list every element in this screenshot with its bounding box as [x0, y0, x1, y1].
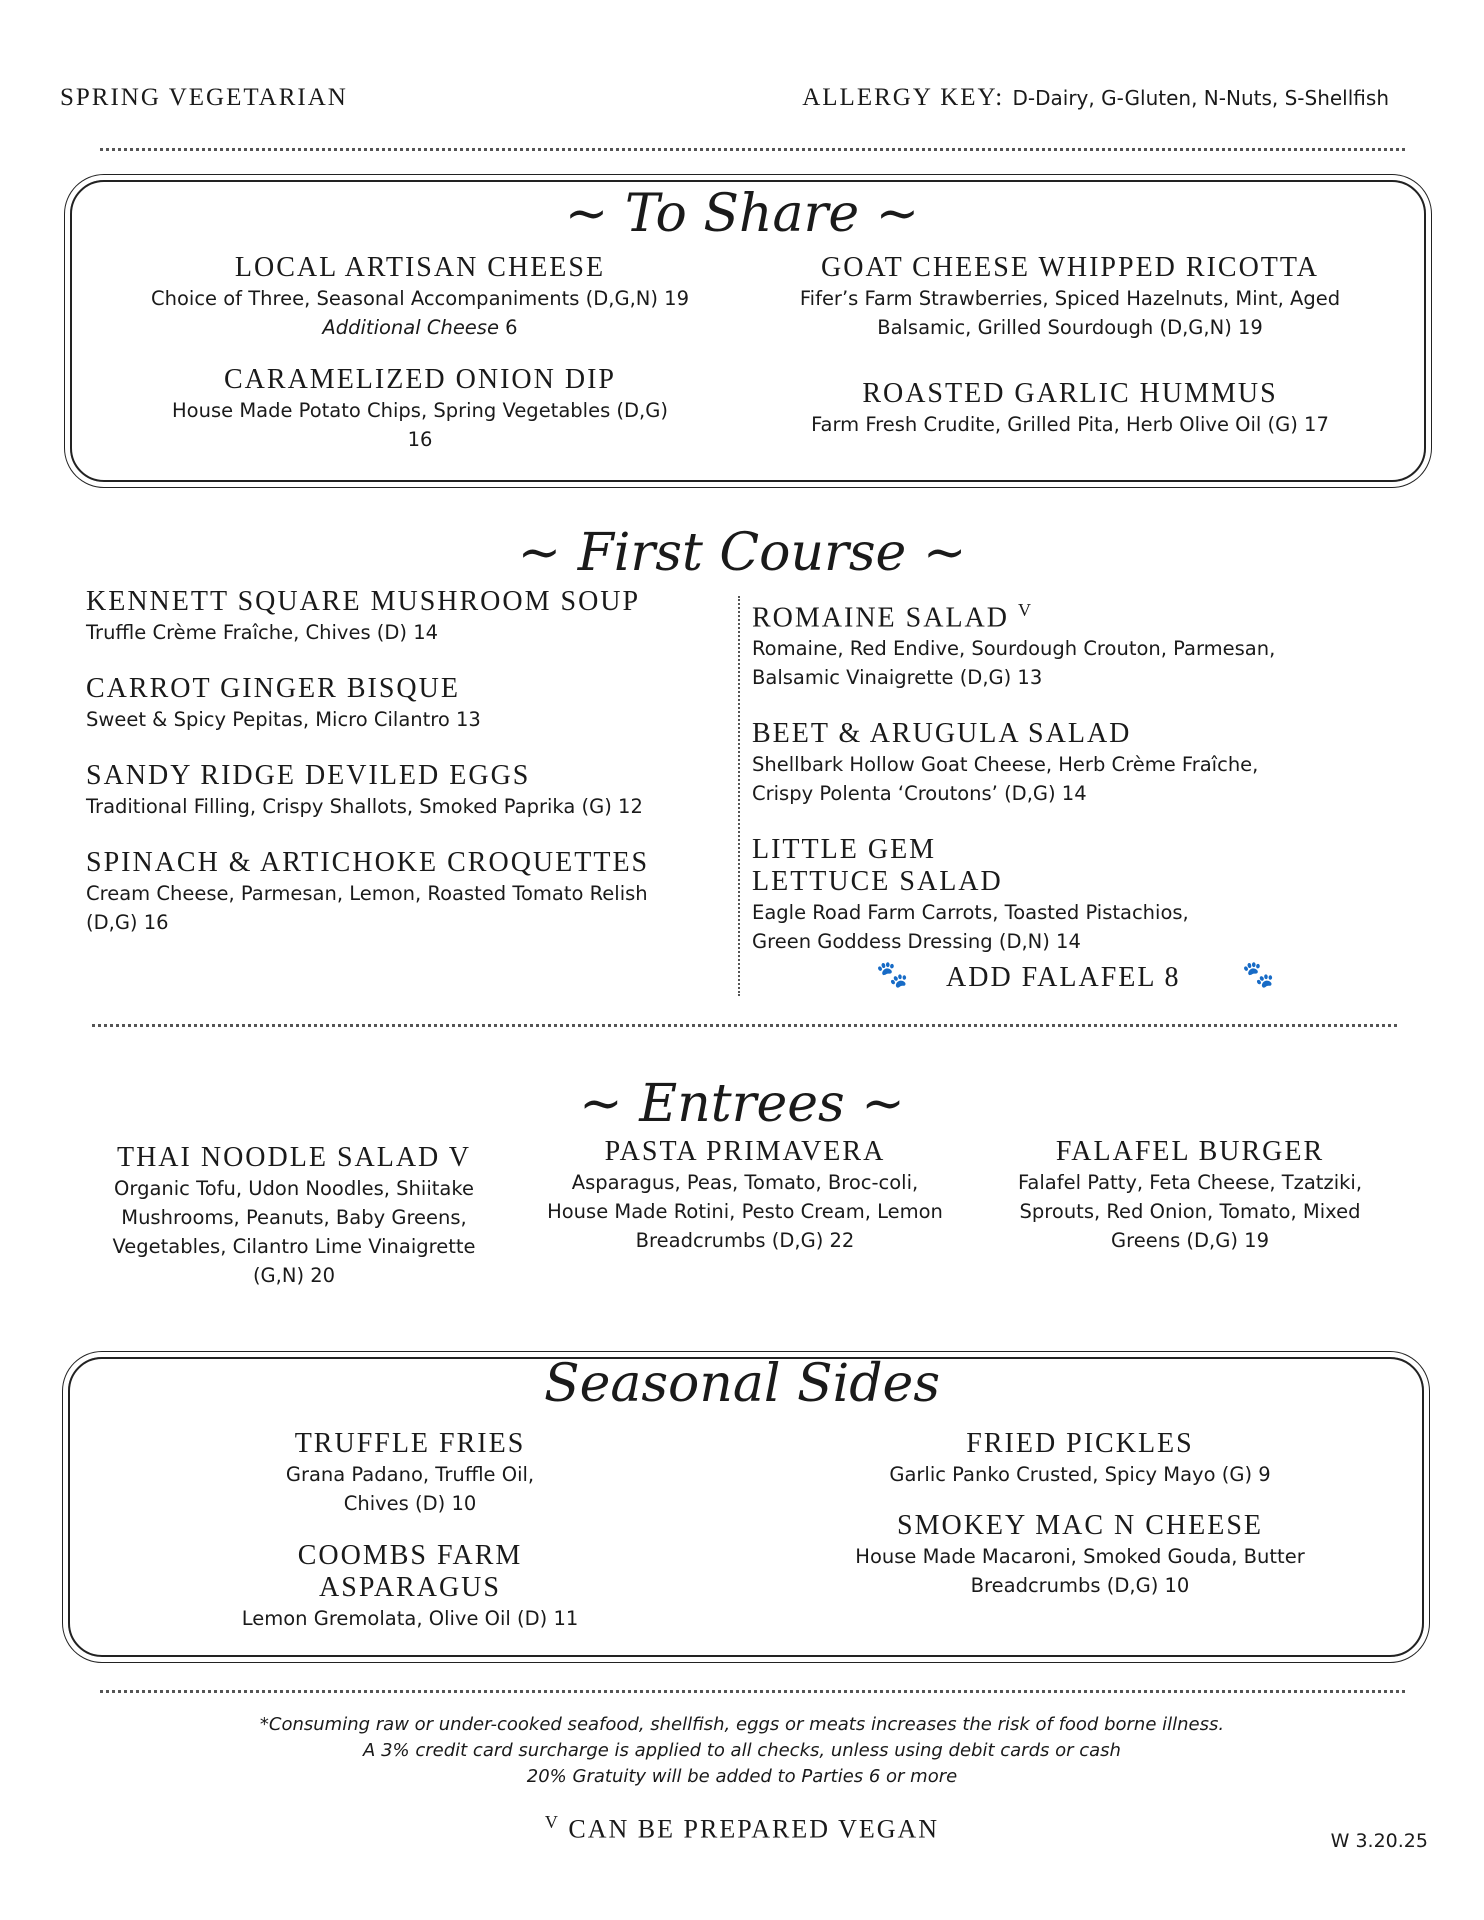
entree-item	[104, 1142, 484, 1290]
to-share-item	[120, 252, 720, 342]
divider-top	[100, 148, 1405, 151]
first-course-title: ~ First Course ~	[517, 523, 967, 583]
item-description: House Made Potato Chips, Spring Vegetables (D,G) 16	[172, 399, 668, 451]
to-share-item	[770, 378, 1370, 439]
food-safety-note: *Consuming raw or under-cooked seafood, shellfish, eggs or meats increases the risk of food borne illness.	[259, 1714, 1225, 1735]
item-description: Lemon Gremolata, Olive Oil (D) 11	[241, 1607, 579, 1630]
surcharge-note: A 3% credit card surcharge is applied to all checks, unless using debit cards or cash	[363, 1740, 1121, 1761]
side-item	[220, 1428, 600, 1518]
vegan-mark: V	[544, 1812, 560, 1832]
paw-icon: 🐾	[1242, 960, 1275, 990]
item-name-line1: COOMBS FARM	[297, 1540, 523, 1571]
footer-notes	[0, 1712, 1484, 1790]
allergy-key	[802, 84, 1389, 112]
item-description: Garlic Panko Crusted, Spicy Mayo (G) 9	[889, 1463, 1271, 1486]
to-share-title: ~ To Share ~	[564, 184, 920, 244]
item-description: Farm Fresh Crudite, Grilled Pita, Herb Olive Oil (G) 17	[811, 413, 1329, 436]
item-extra-price: 6	[505, 316, 518, 339]
item-name: FALAFEL BURGER	[1055, 1136, 1325, 1167]
item-description: Shellbark Hollow Goat Cheese, Herb Crème Fraîche, Crispy Polenta ‘Croutons’ (D,G) 14	[752, 753, 1259, 806]
item-name: TRUFFLE FRIES	[294, 1428, 526, 1459]
item-name: ROMAINE SALAD $^V$	[752, 600, 1033, 634]
vegan-note: CAN BE PREPARED VEGAN	[568, 1814, 940, 1844]
item-name: FRIED PICKLES	[966, 1428, 1194, 1459]
item-extra: Additional Cheese	[322, 316, 499, 339]
divider-bottom	[100, 1690, 1405, 1693]
item-description: Sweet & Spicy Pepitas, Micro Cilantro 13	[86, 708, 481, 731]
item-description: House Made Macaroni, Smoked Gouda, Butter Breadcrumbs (D,G) 10	[855, 1545, 1305, 1597]
entrees-title: ~ Entrees ~	[579, 1074, 905, 1134]
item-name: KENNETT SQUARE MUSHROOM SOUP	[86, 586, 641, 617]
version-code: W 3.20.25	[1330, 1830, 1428, 1852]
item-name: THAI NOODLE SALAD V	[116, 1142, 471, 1173]
menu-item	[86, 586, 706, 647]
side-item	[820, 1428, 1340, 1489]
item-name: LOCAL ARTISAN CHEESE	[234, 252, 606, 283]
column-divider	[738, 596, 740, 996]
item-name: SMOKEY MAC N CHEESE	[897, 1510, 1263, 1541]
menu-item	[86, 847, 706, 937]
item-name: SPINACH & ARTICHOKE CROQUETTES	[86, 847, 650, 878]
item-description: Traditional Filling, Crispy Shallots, Smoked Paprika (G) 12	[86, 795, 643, 818]
to-share-item	[170, 364, 670, 454]
vegan-legend	[0, 1812, 1484, 1845]
item-name: CARROT GINGER BISQUE	[86, 673, 460, 704]
item-description: Romaine, Red Endive, Sourdough Crouton, Parmesan, Balsamic Vinaigrette (D,G) 13	[752, 637, 1276, 690]
add-falafel: ADD FALAFEL 8	[946, 962, 1181, 993]
to-share-item	[770, 252, 1370, 342]
item-description: Organic Tofu, Udon Noodles, Shiitake Mushrooms, Peanuts, Baby Greens, Vegetables, Cilantro Lime Vinaigrette (G,N) 20	[112, 1177, 476, 1287]
item-name: CARAMELIZED ONION DIP	[224, 364, 616, 395]
item-name: BEET & ARUGULA SALAD	[752, 718, 1132, 750]
item-description: Cream Cheese, Parmesan, Lemon, Roasted Tomato Relish (D,G) 16	[86, 882, 648, 934]
item-name-line1: LITTLE GEM	[752, 834, 937, 866]
paw-icon: 🐾	[876, 960, 909, 990]
menu-item	[86, 760, 706, 821]
first-course-left-column	[86, 586, 706, 937]
item-description: Choice of Three, Seasonal Accompaniments (D,G,N) 19	[151, 287, 689, 310]
vegan-mark: V	[1018, 600, 1033, 620]
allergy-key-label: ALLERGY KEY:	[802, 84, 1005, 111]
entree-item	[1000, 1136, 1380, 1255]
menu-name: SPRING VEGETARIAN	[60, 84, 348, 111]
item-description: Eagle Road Farm Carrots, Toasted Pistachios, Green Goddess Dressing (D,N) 14	[752, 901, 1189, 954]
item-description: Truffle Crème Fraîche, Chives (D) 14	[86, 621, 439, 644]
menu-item	[752, 718, 1372, 808]
divider-middle	[92, 1024, 1397, 1027]
first-course-right-column	[752, 594, 1372, 956]
item-description: Falafel Patty, Feta Cheese, Tzatziki, Sprouts, Red Onion, Tomato, Mixed Greens (D,G) 19	[1017, 1171, 1363, 1252]
sides-title: Seasonal Sides	[543, 1354, 941, 1414]
item-name: ROASTED GARLIC HUMMUS	[862, 378, 1278, 409]
item-description: Fifer’s Farm Strawberries, Spiced Hazelnuts, Mint, Aged Balsamic, Grilled Sourdough (D,G,N) 19	[799, 287, 1341, 339]
allergy-key-values: D-Dairy, G-Gluten, N-Nuts, S-Shellfish	[1012, 86, 1389, 110]
entree-item	[545, 1136, 945, 1255]
menu-item	[752, 594, 1372, 692]
item-description: Asparagus, Peas, Tomato, Broc-coli, House Made Rotini, Pesto Cream, Lemon Breadcrumbs (D,G) 22	[547, 1171, 943, 1252]
side-item	[850, 1510, 1310, 1600]
menu-item	[752, 834, 1372, 956]
item-name-line2: ASPARAGUS	[319, 1572, 501, 1603]
item-description: Grana Padano, Truffle Oil, Chives (D) 10	[285, 1463, 535, 1515]
side-item	[200, 1540, 620, 1633]
item-name: GOAT CHEESE WHIPPED RICOTTA	[821, 252, 1319, 283]
menu-item	[86, 673, 706, 734]
item-name: SANDY RIDGE DEVILED EGGS	[86, 760, 531, 791]
item-name: PASTA PRIMAVERA	[604, 1136, 886, 1167]
gratuity-note: 20% Gratuity will be added to Parties 6 or more	[526, 1766, 958, 1787]
item-name-line2: LETTUCE SALAD	[752, 866, 1003, 898]
